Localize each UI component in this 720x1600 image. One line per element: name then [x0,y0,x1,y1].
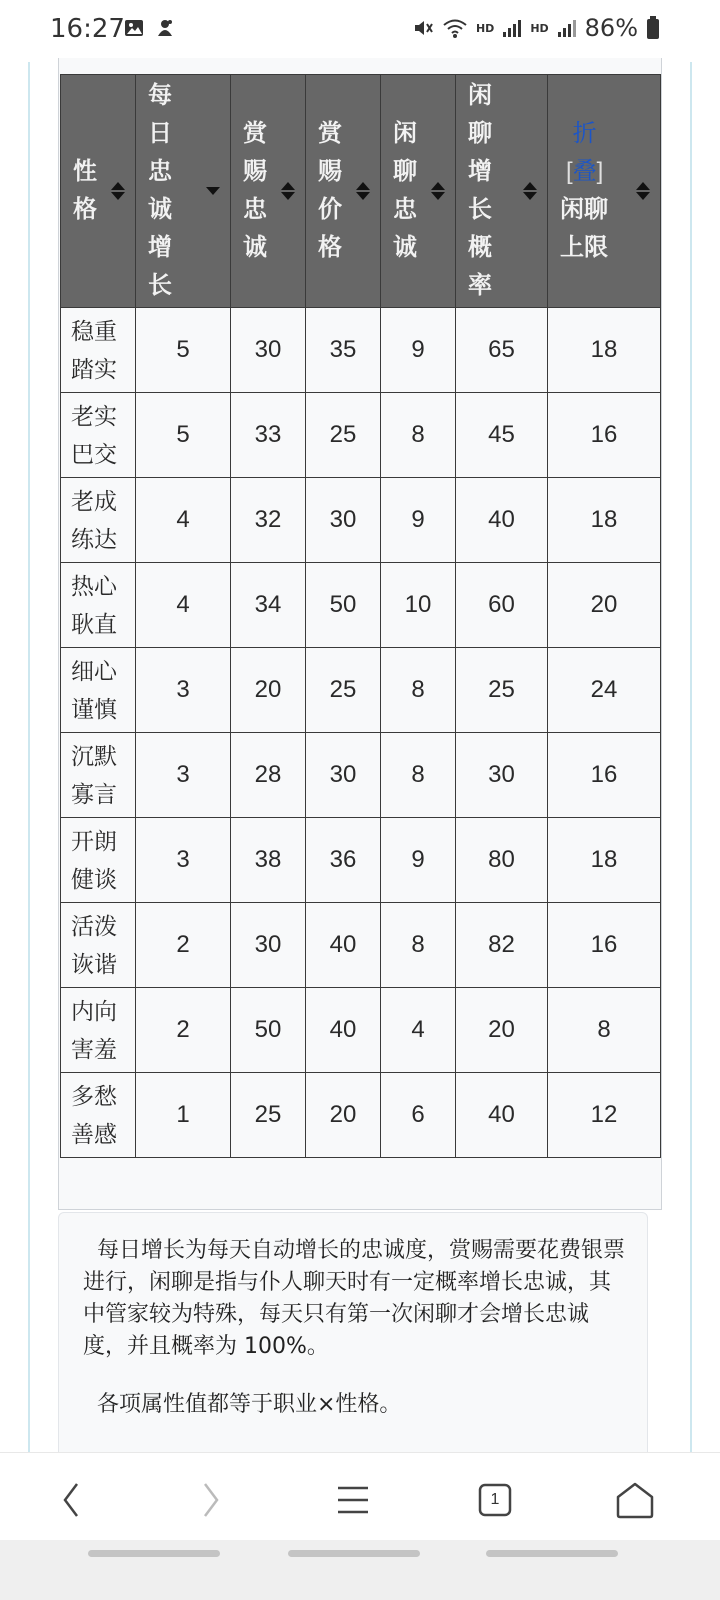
table-cell: 1 [136,1073,231,1158]
table-cell: 16 [548,733,661,818]
table-cell: 16 [548,393,661,478]
table-cell: 40 [306,903,381,988]
table-row [61,818,661,903]
table-cell: 9 [381,818,456,903]
table-cell: 5 [136,308,231,393]
battery-percent: 86% [584,14,638,42]
table-cell: 9 [381,478,456,563]
page-border-right [690,62,692,1492]
table-cell: 40 [456,1073,548,1158]
personality-name-text: 开朗健谈 [71,828,117,892]
table-row [61,988,661,1073]
personality-name [61,733,136,818]
tabs-button[interactable] [470,1475,520,1525]
home-icon [615,1481,655,1519]
table-cell: 4 [381,988,456,1073]
table-cell: 30 [231,308,306,393]
sort-icon[interactable] [111,180,125,202]
personality-name-text: 老实巴交 [71,403,117,467]
table-cell: 18 [548,818,661,903]
table-cell: 30 [456,733,548,818]
table-cell: 40 [456,478,548,563]
table-cell: 35 [306,308,381,393]
table-cell: 28 [231,733,306,818]
table-cell: 20 [548,563,661,648]
column-header-label: 闲聊上限 [560,196,608,261]
table-cell: 10 [381,563,456,648]
column-header-1[interactable] [136,75,231,308]
sort-icon[interactable] [281,180,295,202]
table-cell: 16 [548,903,661,988]
status-right [412,14,660,42]
table-cell: 3 [136,818,231,903]
table-cell: 25 [456,648,548,733]
mute-icon [412,17,434,39]
status-time: 16:27 [50,14,125,44]
table-cell: 8 [548,988,661,1073]
table-cell: 12 [548,1073,661,1158]
sort-icon[interactable] [523,180,537,202]
table-cell: 25 [231,1073,306,1158]
gesture-handle-center[interactable] [288,1550,420,1557]
table-cell: 30 [306,733,381,818]
personality-name [61,988,136,1073]
table-cell: 30 [306,478,381,563]
bracket-close: ] [596,158,604,185]
note-paragraph-1: 每日增长为每天自动增长的忠诚度，赏赐需要花费银票进行，闲聊是指与仆人聊天时有一定概率增长忠诚，其中管家较为特殊，每天只有第一次闲聊才会增长忠诚度，并且概率为 100%。 [83,1238,626,1359]
table-cell: 25 [306,393,381,478]
column-header-label: 性格 [73,158,97,223]
status-bar [0,0,720,62]
table-row [61,1073,661,1158]
personality-name [61,903,136,988]
table-cell: 36 [306,818,381,903]
browser-nav-bar [0,1452,720,1548]
personality-name [61,818,136,903]
note-paragraph-2: 各项属性值都等于职业×性格。 [97,1392,402,1417]
collapse-link[interactable]: 折叠 [572,120,597,185]
forward-button[interactable] [186,1475,236,1525]
loyalty-table [60,74,661,1158]
signal-icon [502,18,522,38]
personality-name [61,1073,136,1158]
column-header-3[interactable] [306,75,381,308]
table-cell: 18 [548,478,661,563]
table-row [61,478,661,563]
column-header-label: 赏赐忠诚 [243,120,267,261]
table-cell: 2 [136,903,231,988]
personality-name-text: 内向害羞 [71,998,117,1062]
table-cell: 50 [306,563,381,648]
column-header-6[interactable] [548,75,661,308]
table-cell: 2 [136,988,231,1073]
status-left-icons [124,18,176,38]
table-cell: 3 [136,733,231,818]
table-cell: 80 [456,818,548,903]
note-box [58,1212,648,1472]
personality-name [61,478,136,563]
column-header-label: 赏赐价格 [318,120,342,261]
image-icon [124,18,144,38]
back-icon [61,1482,81,1518]
gesture-handle-left[interactable] [88,1550,220,1557]
table-cell: 18 [548,308,661,393]
personality-name-text: 老成练达 [71,488,117,552]
table-cell: 6 [381,1073,456,1158]
table-cell: 60 [456,563,548,648]
table-cell: 20 [306,1073,381,1158]
table-cell: 4 [136,563,231,648]
bracket-open: [ [566,158,573,185]
personality-name [61,563,136,648]
table-cell: 82 [456,903,548,988]
table-cell: 65 [456,308,548,393]
table-body [61,308,661,1158]
personality-name-text: 细心谨慎 [71,658,117,722]
table-cell: 24 [548,648,661,733]
table-cell: 8 [381,903,456,988]
wifi-icon [442,17,468,39]
gesture-bar [0,1540,720,1600]
column-header-label: 闲聊忠诚 [393,120,417,261]
table-row [61,903,661,988]
table-row [61,648,661,733]
table-cell: 3 [136,648,231,733]
table-cell: 5 [136,393,231,478]
table-cell: 20 [456,988,548,1073]
sort-descending-icon[interactable] [206,186,220,196]
table-cell: 50 [231,988,306,1073]
signal-icon [557,18,577,38]
column-header-0[interactable] [61,75,136,308]
table-row [61,308,661,393]
column-header-2[interactable] [231,75,306,308]
table-cell: 9 [381,308,456,393]
gesture-handle-right[interactable] [486,1550,618,1557]
table-row [61,563,661,648]
network-label-2: HD [530,21,549,35]
column-header-5[interactable] [456,75,548,308]
table-cell: 8 [381,393,456,478]
table-cell: 4 [136,478,231,563]
personality-name-text: 多愁善感 [71,1083,117,1147]
column-header-label: 每日忠诚增长 [148,82,172,299]
network-label-1: HD [475,21,495,35]
table-cell: 8 [381,733,456,818]
personality-name-text: 沉默寡言 [71,743,117,807]
collapse-header-text [560,115,612,267]
table-cell: 25 [306,648,381,733]
tab-count: 1 [490,1491,500,1508]
table-cell: 38 [231,818,306,903]
table-cell: 33 [231,393,306,478]
personality-name [61,648,136,733]
personality-name-text: 稳重踏实 [71,318,117,382]
table-row [61,733,661,818]
sort-icon[interactable] [356,180,370,202]
personality-name-text: 热心耿直 [71,573,117,637]
battery-icon [646,16,660,40]
table-row [61,393,661,478]
personality-name [61,393,136,478]
table-cell: 20 [231,648,306,733]
sort-icon[interactable] [636,180,650,202]
back-button[interactable] [46,1475,96,1525]
page-border-left [28,62,30,1492]
notification-icon [154,18,176,38]
personality-name-text: 活泼诙谐 [71,913,117,977]
table-cell: 45 [456,393,548,478]
table-cell: 8 [381,648,456,733]
column-header-4[interactable] [381,75,456,308]
column-header-label: 闲聊增长概率 [468,82,492,299]
table-header-row [61,75,661,308]
sort-icon[interactable] [431,180,445,202]
personality-name [61,308,136,393]
forward-icon [201,1482,221,1518]
table-cell: 32 [231,478,306,563]
table-cell: 40 [306,988,381,1073]
table-cell: 34 [231,563,306,648]
menu-icon [336,1485,370,1515]
home-button[interactable] [610,1475,660,1525]
menu-button[interactable] [328,1475,378,1525]
table-cell: 30 [231,903,306,988]
